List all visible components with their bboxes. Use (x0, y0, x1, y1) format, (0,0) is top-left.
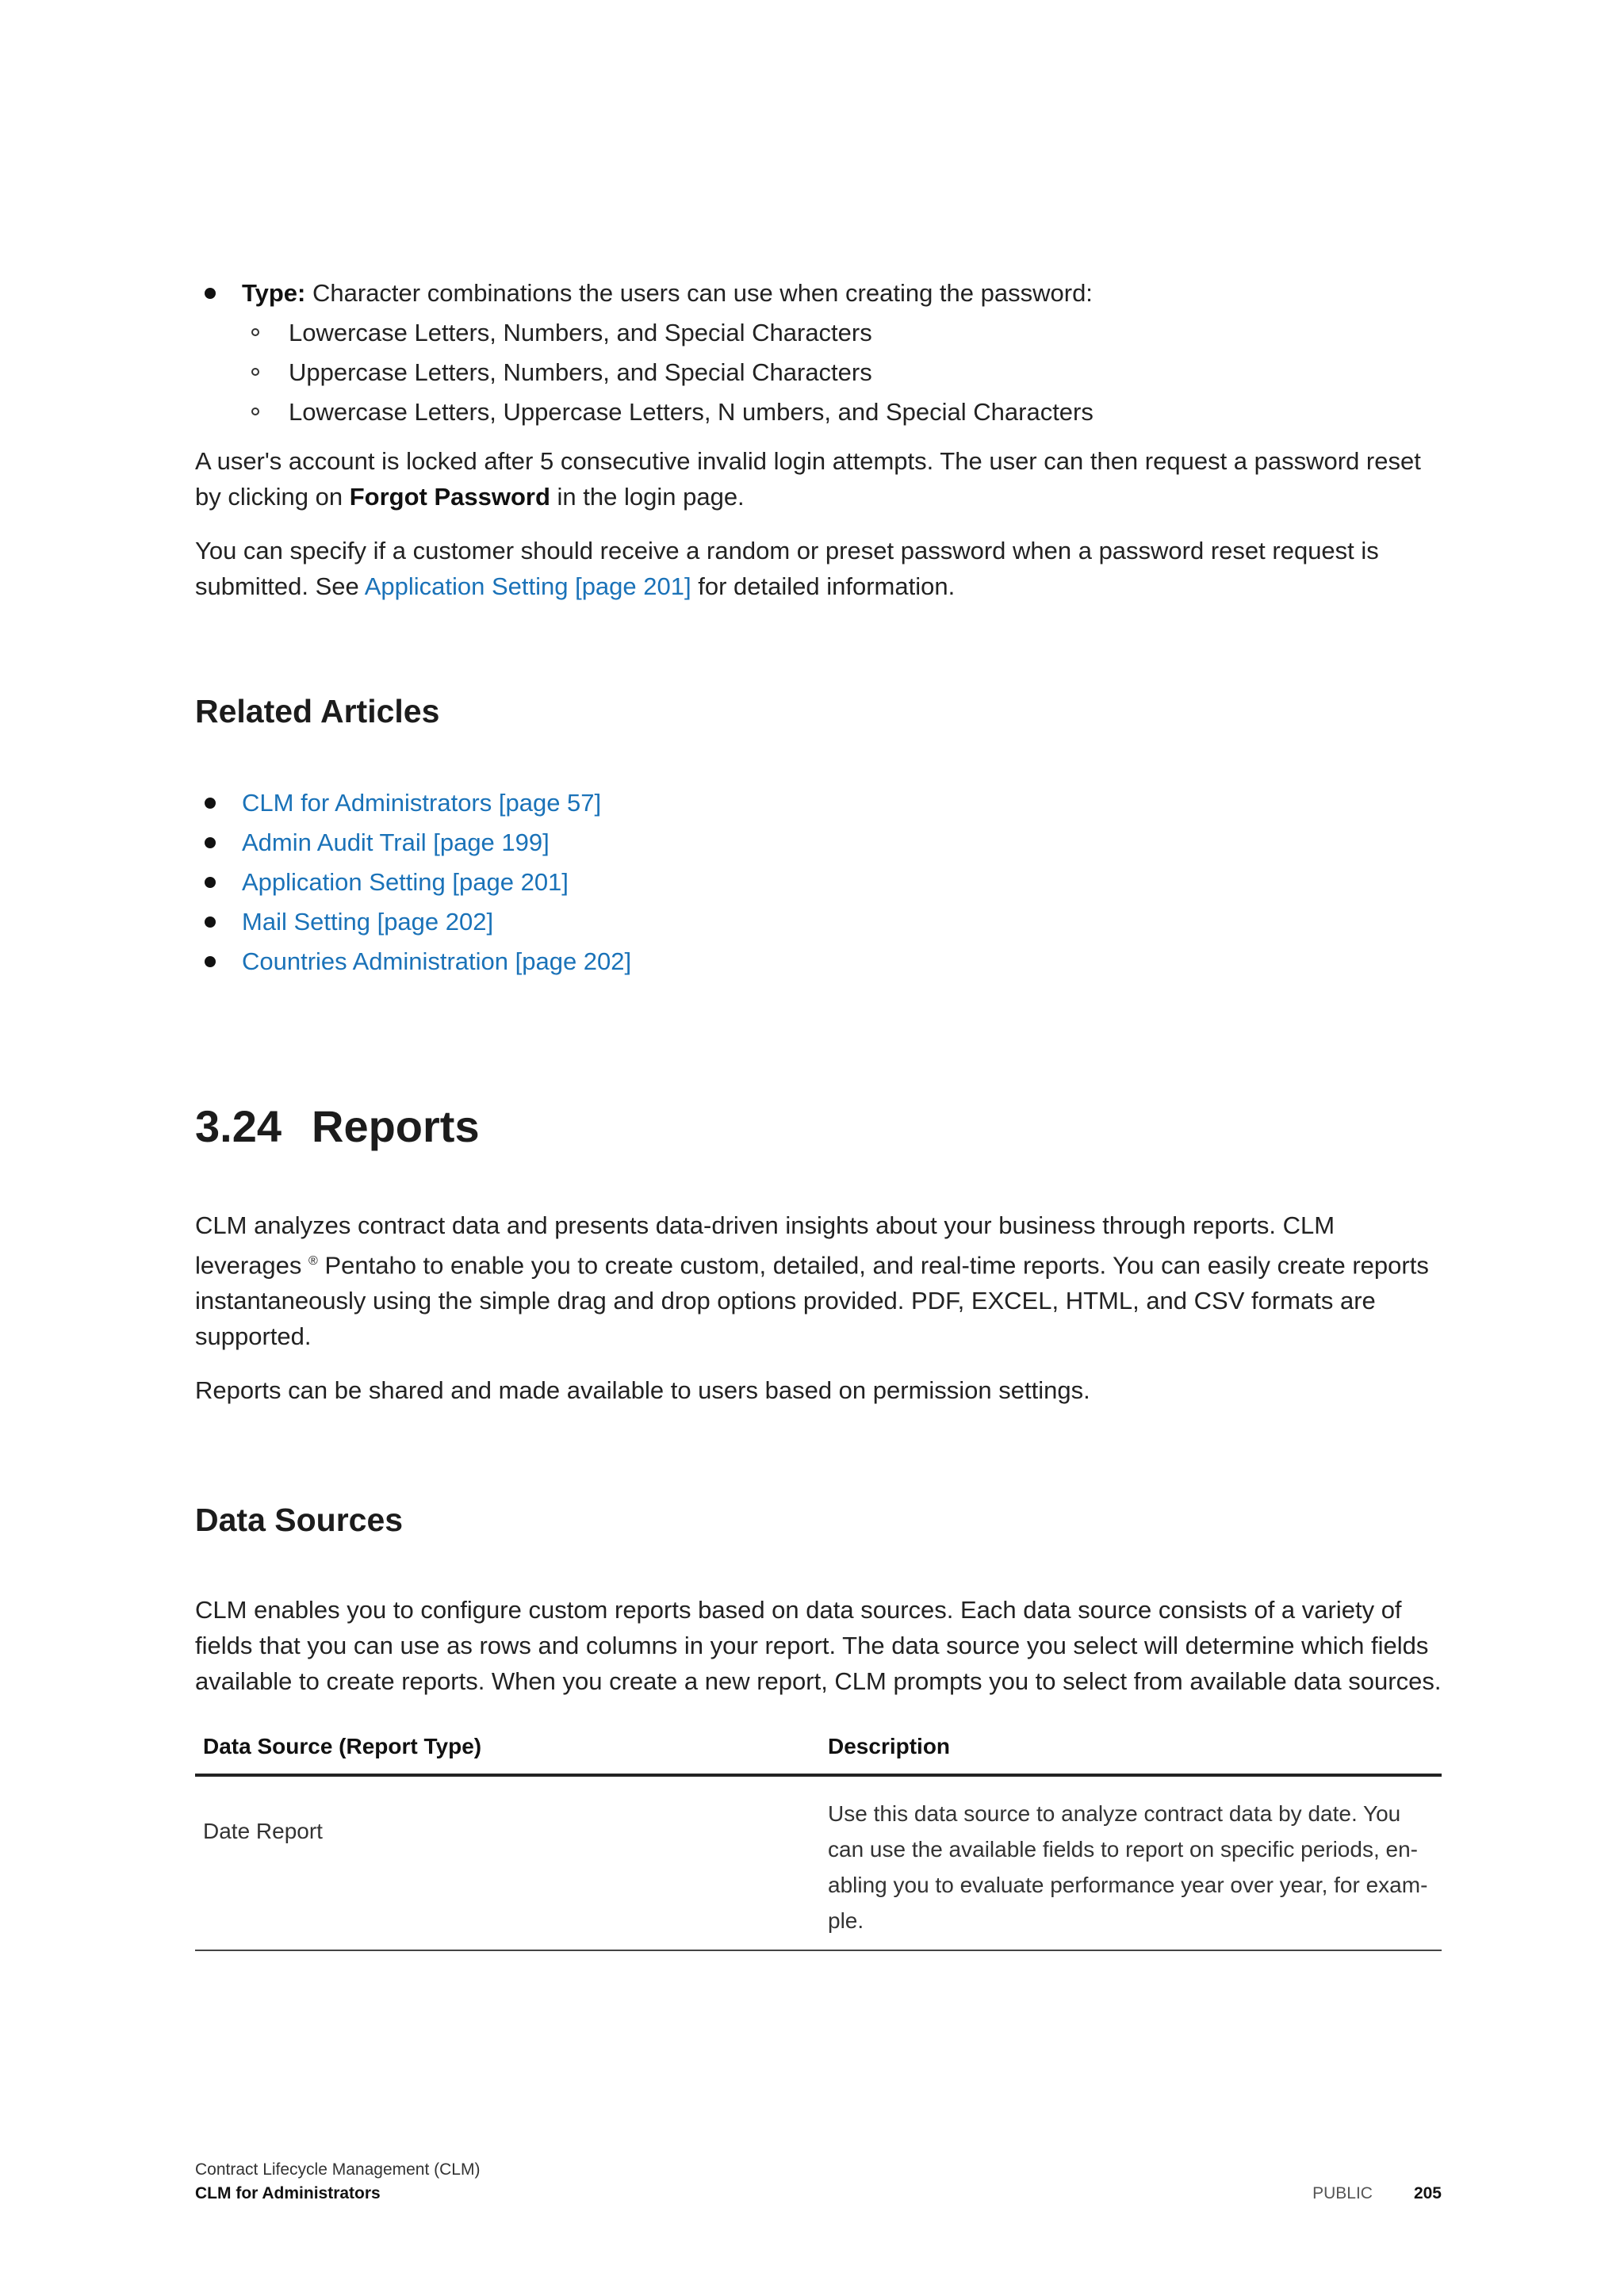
list-item: Lowercase Letters, Uppercase Letters, N umbers, and Special Characters (242, 392, 1442, 432)
related-articles-heading: Related Articles (195, 693, 440, 729)
bullet-icon (205, 288, 216, 299)
type-options (242, 313, 1442, 432)
list-item: Lowercase Letters, Numbers, and Special Characters (242, 313, 1442, 353)
related-link-countries[interactable]: Countries Administration [page 202] (242, 947, 632, 975)
bullet-icon (205, 798, 216, 809)
reports-sharing-paragraph: Reports can be shared and made available to users based on permission settings. (195, 1376, 1090, 1405)
bullet-icon (205, 837, 216, 848)
bullet-icon (205, 956, 216, 967)
related-link-application-setting[interactable]: Application Setting [page 201] (242, 868, 569, 896)
reset-paragraph: You can specify if a customer should receive a random or preset password when a password reset request is submitted. See Application Setting [page 201] for detailed information. (195, 537, 1379, 600)
list-item (195, 863, 1442, 902)
data-sources-table (195, 1734, 1442, 1951)
table-header-row (195, 1734, 1442, 1775)
application-setting-link[interactable]: Application Setting [page 201] (364, 572, 691, 600)
type-list (195, 274, 1442, 432)
section-title: Reports (312, 1101, 480, 1151)
data-sources-heading: Data Sources (195, 1502, 404, 1539)
list-item (195, 274, 1442, 432)
related-link-mail-setting[interactable]: Mail Setting [page 202] (242, 908, 494, 936)
footer-left (195, 2158, 480, 2206)
type-text: Character combinations the users can use when creating the password: (305, 279, 1093, 307)
hollow-bullet-icon (251, 368, 259, 376)
column-header-source: Data Source (Report Type) (195, 1734, 820, 1775)
bullet-icon (205, 916, 216, 928)
hollow-bullet-icon (251, 328, 259, 336)
list-item: Uppercase Letters, Numbers, and Special Characters (242, 353, 1442, 392)
list-item (195, 823, 1442, 863)
cell-source: Date Report (195, 1775, 820, 1950)
table-row (195, 1775, 1442, 1950)
reports-intro-paragraph: CLM analyzes contract data and presents data-driven insights about your business through reports. CLM leverages ® Pentaho to enable you to create custom, detailed, and real-time reports. You can easily create reports instantaneously using the simple drag and drop options provided. PDF, EXCEL, HTML, and CSV formats are supported. (195, 1211, 1429, 1351)
column-header-description: Description (820, 1734, 1442, 1775)
list-item (195, 942, 1442, 982)
registered-mark: ® (308, 1254, 318, 1268)
list-item (195, 783, 1442, 823)
cell-description: Use this data source to analyze contract data by date. You can use the available fields to report on specific periods, en-abling you to evaluate performance year over year, for exam-ple. (820, 1775, 1442, 1950)
bullet-icon (205, 877, 216, 888)
list-item (195, 902, 1442, 942)
footer-chapter: CLM for Administrators (195, 2184, 381, 2202)
related-link-clm-admins[interactable]: CLM for Administrators [page 57] (242, 789, 602, 817)
page-number: 205 (1413, 2184, 1442, 2202)
lockout-paragraph: A user's account is locked after 5 consecutive invalid login attempts. The user can then request a password reset by clicking on Forgot Password in the login page. (195, 447, 1421, 511)
page-body (195, 274, 1442, 1951)
hollow-bullet-icon (251, 408, 259, 415)
section-number: 3.24 (195, 1101, 282, 1151)
footer-right (1312, 2182, 1442, 2206)
data-sources-intro: CLM enables you to configure custom reports based on data sources. Each data source consists of a variety of fields that you can use as rows and columns in your report. The data source you select will determine which fields available to create reports. When you create a new report, CLM prompts you to select from available data sources. (195, 1596, 1442, 1696)
type-label: Type: (242, 279, 306, 307)
forgot-password-label: Forgot Password (349, 483, 550, 511)
section-heading (195, 1100, 1442, 1152)
footer-classification: PUBLIC (1312, 2184, 1373, 2202)
footer-doc-title: Contract Lifecycle Management (CLM) (195, 2160, 481, 2179)
related-links-list (195, 783, 1442, 982)
related-link-audit-trail[interactable]: Admin Audit Trail [page 199] (242, 828, 550, 856)
